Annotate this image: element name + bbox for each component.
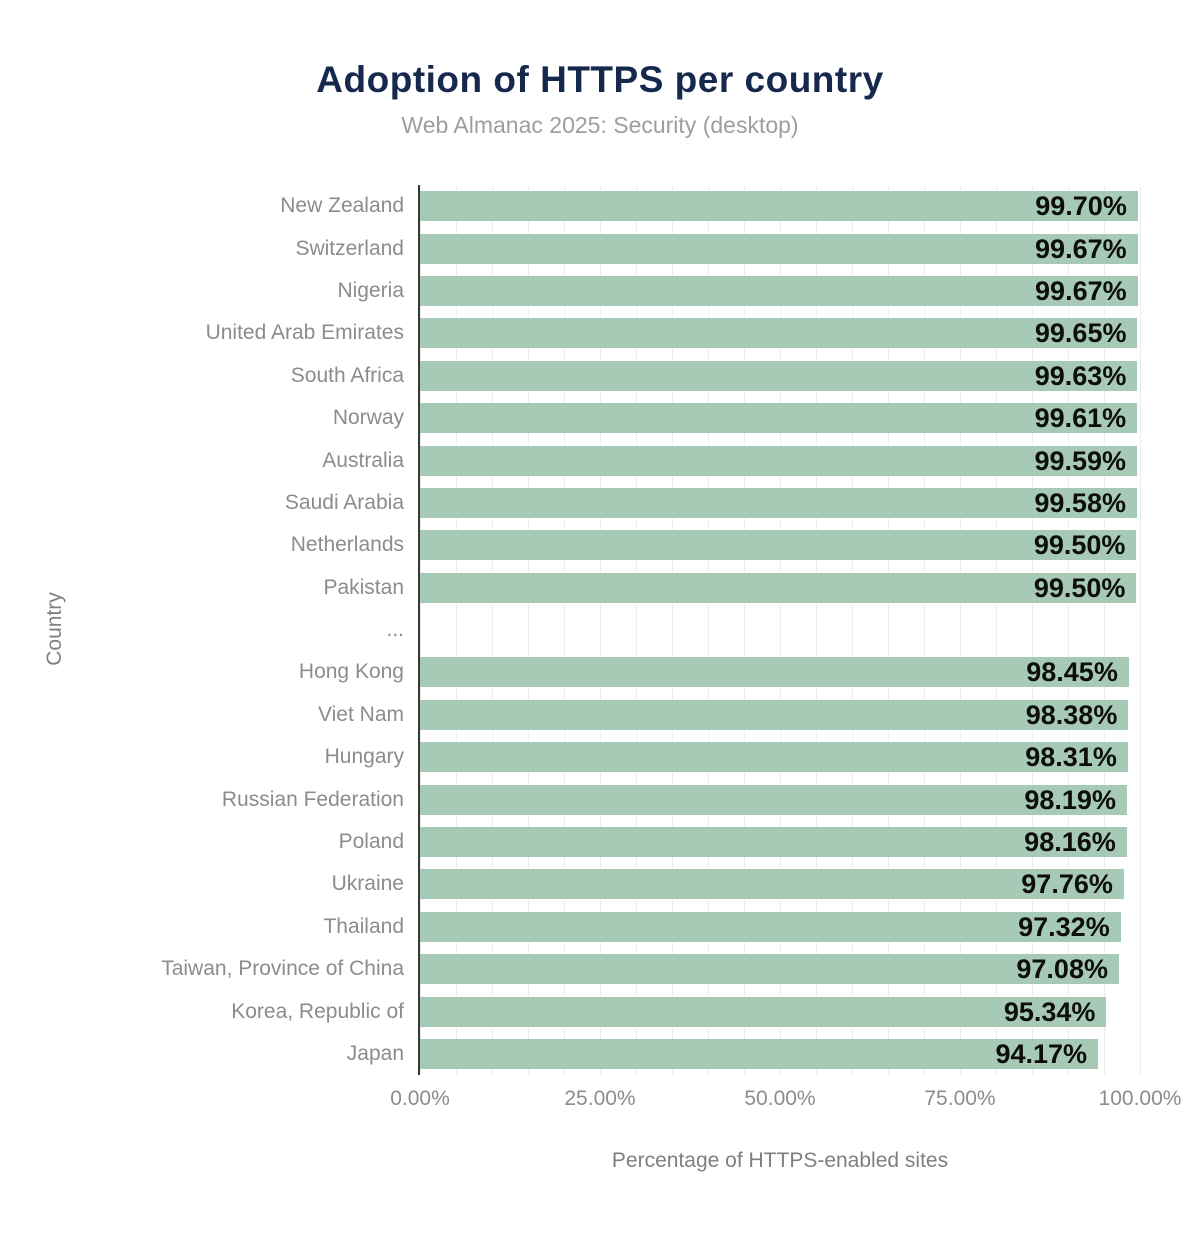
bar-track	[418, 312, 1140, 354]
bar-value-label: 94.17%	[995, 1039, 1088, 1069]
country-label: Switzerland	[295, 236, 404, 260]
bar-track	[418, 270, 1140, 312]
bar-value-label: 99.50%	[1033, 572, 1126, 603]
bar	[420, 1039, 1098, 1069]
bar-value-label: 98.16%	[1024, 827, 1116, 858]
chart-row	[0, 651, 1140, 693]
bar	[420, 997, 1106, 1027]
bar-track	[418, 524, 1140, 566]
chart-row	[0, 397, 1140, 439]
bar	[420, 912, 1121, 942]
bar-track	[418, 397, 1140, 439]
page-title: Adoption of HTTPS per country	[316, 59, 884, 100]
bar	[420, 530, 1136, 560]
bar-value-label: 99.67%	[1035, 233, 1127, 264]
bar-track	[418, 906, 1140, 948]
country-label: South Africa	[290, 363, 404, 387]
country-label: United Arab Emirates	[205, 321, 404, 345]
chart-row	[0, 990, 1140, 1032]
https-adoption-chart	[0, 185, 1200, 1173]
bar-value-label: 99.70%	[1035, 191, 1127, 222]
country-label: Pakistan	[323, 575, 404, 599]
bar	[420, 742, 1128, 772]
bar	[420, 446, 1137, 476]
bar-track	[418, 227, 1140, 269]
bar	[420, 234, 1138, 264]
x-axis-ticks	[390, 1075, 1182, 1117]
y-axis-title: Country	[43, 592, 66, 666]
bar-track	[418, 1033, 1140, 1075]
bar-value-label: 97.08%	[1016, 954, 1108, 985]
bar-track	[418, 482, 1140, 524]
bar-rows	[0, 185, 1141, 1075]
bar	[420, 869, 1124, 899]
chart-row	[0, 694, 1140, 736]
bar-track	[418, 863, 1140, 905]
chart-row	[0, 524, 1140, 566]
bar-value-label: 99.65%	[1034, 318, 1127, 349]
chart-row	[0, 609, 1140, 651]
bar-value-label: 99.63%	[1034, 360, 1127, 391]
bar-track	[418, 355, 1140, 397]
bar-track	[418, 651, 1140, 693]
bar	[420, 573, 1136, 603]
bar-track	[418, 736, 1140, 778]
chart-row	[0, 1033, 1140, 1075]
bar-track	[418, 821, 1140, 863]
chart-row	[0, 821, 1140, 863]
bar	[420, 361, 1137, 391]
bar-value-label: 97.76%	[1021, 869, 1113, 900]
chart-row	[0, 736, 1140, 778]
bar	[420, 785, 1127, 815]
x-tick-label: 25.00%	[564, 1087, 636, 1111]
chart-row	[0, 439, 1140, 481]
bar-value-label: 99.61%	[1034, 403, 1127, 434]
country-label: Netherlands	[290, 533, 404, 557]
x-tick-label: 75.00%	[924, 1087, 996, 1111]
country-label: Viet Nam	[318, 702, 404, 726]
country-label: Russian Federation	[221, 787, 404, 811]
bar-track	[418, 609, 1140, 651]
chart-row	[0, 948, 1140, 990]
country-label: Norway	[332, 406, 404, 430]
bar	[420, 191, 1138, 221]
chart-row	[0, 270, 1140, 312]
bar	[420, 318, 1137, 348]
bar-value-label: 98.31%	[1025, 742, 1117, 773]
bar-track	[418, 439, 1140, 481]
bar-track	[418, 990, 1140, 1032]
bar-value-label: 99.58%	[1034, 487, 1126, 518]
x-tick-label: 0.00%	[390, 1087, 450, 1111]
chart-row	[0, 482, 1140, 524]
bar-value-label: 98.19%	[1024, 784, 1116, 815]
bar-value-label: 98.38%	[1025, 699, 1118, 730]
chart-row	[0, 312, 1140, 354]
chart-row	[0, 906, 1140, 948]
bar	[420, 657, 1129, 687]
bar-track	[418, 694, 1140, 736]
chart-row	[0, 567, 1140, 609]
country-label: Australia	[322, 448, 404, 472]
bar-value-label: 98.45%	[1026, 657, 1118, 688]
bar-value-label: 95.34%	[1003, 996, 1096, 1027]
bar	[420, 488, 1137, 518]
bar-value-label: 97.32%	[1018, 911, 1110, 942]
country-label: Nigeria	[337, 278, 404, 302]
country-label: New Zealand	[280, 194, 404, 218]
country-label: Korea, Republic of	[231, 999, 404, 1023]
bar	[420, 954, 1119, 984]
bar-track	[418, 567, 1140, 609]
x-tick-label: 50.00%	[744, 1087, 816, 1111]
bar	[420, 276, 1138, 306]
bar-track	[418, 778, 1140, 820]
chart-row	[0, 778, 1140, 820]
bar-value-label: 99.67%	[1035, 275, 1127, 306]
bar	[420, 700, 1128, 730]
bar	[420, 403, 1137, 433]
bar-track	[418, 948, 1140, 990]
chart-row	[0, 355, 1140, 397]
x-tick-label: 100.00%	[1098, 1087, 1182, 1111]
country-label: Taiwan, Province of China	[161, 957, 404, 981]
bar-value-label: 99.50%	[1033, 530, 1126, 561]
country-label: Ukraine	[331, 872, 404, 896]
bar	[420, 827, 1127, 857]
country-label: Hong Kong	[298, 660, 404, 684]
country-label: Thailand	[323, 914, 404, 938]
country-label: ...	[386, 618, 404, 642]
country-label: Saudi Arabia	[284, 490, 404, 514]
bar-track	[418, 185, 1140, 227]
country-label: Poland	[338, 830, 404, 854]
country-label: Japan	[346, 1042, 404, 1065]
chart-row	[0, 227, 1140, 269]
chart-row	[0, 185, 1140, 227]
country-label: Hungary	[324, 745, 404, 769]
x-axis-title: Percentage of HTTPS-enabled sites	[611, 1149, 949, 1173]
chart-row	[0, 863, 1140, 905]
bar-value-label: 99.59%	[1034, 445, 1127, 476]
page-subtitle: Web Almanac 2025: Security (desktop)	[401, 112, 799, 138]
